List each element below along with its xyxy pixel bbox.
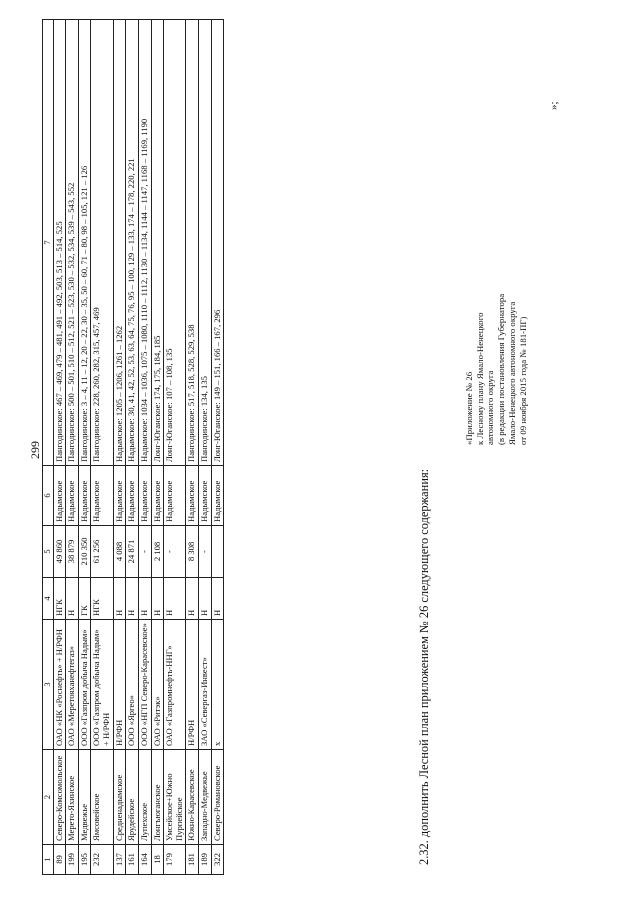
- table-cell: -: [164, 526, 186, 578]
- table-cell: Надымское: 1205 – 1206, 1261 – 1262: [113, 20, 126, 466]
- table-cell: 322: [211, 845, 224, 875]
- table-cell: Пангодинское: 517, 518, 528, 529, 538: [186, 20, 199, 466]
- table-cell: Медвежье: [78, 750, 91, 845]
- table-cell: Надымское: [113, 466, 126, 526]
- table-cell: Надымское: [91, 466, 113, 526]
- table-cell: 18: [151, 845, 164, 875]
- column-header: 1: [43, 845, 54, 875]
- table-cell: Мерето-Яхинское: [66, 750, 79, 845]
- table-cell: 4 088: [113, 526, 126, 578]
- table-cell: 179: [164, 845, 186, 875]
- table-cell: -: [199, 526, 212, 578]
- table-cell: Надымское: 30, 41, 42, 52, 53, 63, 64, 75, 76, 95 – 100, 129 – 133, 174 – 178, 220, 221: [126, 20, 139, 466]
- table-cell: Надымское: [138, 466, 151, 526]
- table-cell: Надымское: [53, 466, 66, 526]
- table-cell: 210 350: [78, 526, 91, 578]
- table-cell: Надымское: [78, 466, 91, 526]
- table-cell: 2 108: [151, 526, 164, 578]
- table-cell: ОАО «Меретояханефтегаз»: [66, 620, 79, 750]
- table-cell: Н/РФН: [113, 620, 126, 750]
- column-header: 4: [43, 578, 54, 620]
- table-cell: Лонг-Юганское: 107 – 108, 135: [164, 20, 186, 466]
- table-cell: ГК: [78, 578, 91, 620]
- table-cell: Пангодинское: 3 – 4, 11 – 12, 20 – 22, 30 – 35, 50 – 60, 71 – 80, 98 – 105, 121 – 126: [78, 20, 91, 466]
- table-cell: 161: [126, 845, 139, 875]
- table-row: [186, 20, 199, 875]
- table-cell: Надымское: [211, 466, 224, 526]
- appendix-line: автономного округа: [485, 370, 496, 445]
- table-cell: Надымское: [126, 466, 139, 526]
- table-row: [113, 20, 126, 875]
- table-cell: 8 308: [186, 526, 199, 578]
- deposits-table: [42, 19, 224, 875]
- appendix-heading: [464, 205, 528, 445]
- table-cell: НГК: [91, 578, 113, 620]
- table-cell: 181: [186, 845, 199, 875]
- column-header: 3: [43, 620, 54, 750]
- table-cell: Н: [66, 578, 79, 620]
- table-cell: Н: [211, 578, 224, 620]
- table-cell: Н: [126, 578, 139, 620]
- page-number: 299: [28, 441, 42, 459]
- table-cell: 195: [78, 845, 91, 875]
- appendix-line: (в редакции постановления Губернатора: [496, 293, 507, 445]
- table-cell: Н: [138, 578, 151, 620]
- table-row: [53, 20, 66, 875]
- table-cell: Средненадымское: [113, 750, 126, 845]
- table-row: [138, 20, 151, 875]
- table-cell: 164: [138, 845, 151, 875]
- table-cell: ООО «Яргео»: [126, 620, 139, 750]
- table-row: [91, 20, 113, 875]
- table-cell: 89: [53, 845, 66, 875]
- table-cell: ОАО «Ритэк»: [151, 620, 164, 750]
- table-cell: 137: [113, 845, 126, 875]
- table-cell: ООО «НГП Северо-Карасевское»: [138, 620, 151, 750]
- table-cell: Лонгъюганское: [151, 750, 164, 845]
- table-cell: НГК: [53, 578, 66, 620]
- column-header: 6: [43, 466, 54, 526]
- table-cell: Западно-Медвежье: [199, 750, 212, 845]
- table-cell: Н: [186, 578, 199, 620]
- table-cell: 38 879: [66, 526, 79, 578]
- table-cell: ООО «Газпром добыча Надым» + Н/РФН: [91, 620, 113, 750]
- table-row: [151, 20, 164, 875]
- table-cell: Ярудейское: [126, 750, 139, 845]
- table-cell: Южно-Карасевское: [186, 750, 199, 845]
- appendix-line: к Лесному плану Ямало-Ненецкого: [474, 312, 485, 445]
- table-cell: Н: [113, 578, 126, 620]
- table-cell: Умсейское+Южно Пурпейское: [164, 750, 186, 845]
- table-cell: Северо-Комсомольское: [53, 750, 66, 845]
- table-cell: -: [138, 526, 151, 578]
- table-cell: Надымское: [164, 466, 186, 526]
- column-header: 5: [43, 526, 54, 578]
- table-cell: 189: [199, 845, 212, 875]
- column-header: 7: [43, 20, 54, 466]
- table-cell: Н/РФН: [186, 620, 199, 750]
- table-cell: Надымское: [199, 466, 212, 526]
- table-cell: Северо-Романовское: [211, 750, 224, 845]
- table-cell: Лупехское: [138, 750, 151, 845]
- table-header-row: [43, 20, 54, 875]
- table-cell: 24 871: [126, 526, 139, 578]
- closing-quote: »;: [548, 101, 560, 110]
- table-cell: Надымское: 1034 – 1036, 1075 – 1080, 1110 – 1112, 1130 – 1134, 1144 – 1147, 1168 – 1169, 1190: [138, 20, 151, 466]
- table-cell: [211, 526, 224, 578]
- table-cell: Н: [199, 578, 212, 620]
- table-cell: ОАО «Газпромнефть-ННГ»: [164, 620, 186, 750]
- table-cell: ОАО «НК «Роснефть» + Н/РФН: [53, 620, 66, 750]
- table-cell: Надымское: [151, 466, 164, 526]
- table-row: [211, 20, 224, 875]
- table-row: [126, 20, 139, 875]
- table-cell: ЗАО «Севергаз-Инвест»: [199, 620, 212, 750]
- table-cell: Ямсовейское: [91, 750, 113, 845]
- table-cell: Лонг-Юганское: 174, 175, 184, 185: [151, 20, 164, 466]
- table-cell: Лонг-Юганское: 149 – 151, 166 – 167, 296: [211, 20, 224, 466]
- table-cell: Н: [151, 578, 164, 620]
- table-cell: Пангодинское: 134, 135: [199, 20, 212, 466]
- table-cell: 199: [66, 845, 79, 875]
- table-cell: Н: [164, 578, 186, 620]
- appendix-line: Ямало-Ненецкого автономного округа: [506, 301, 517, 445]
- table-cell: Надымское: [186, 466, 199, 526]
- table-cell: Пангодинское: 500 – 501, 510 – 512, 521 – 523, 530 – 532, 534, 539 – 543, 552: [66, 20, 79, 466]
- table-row: [199, 20, 212, 875]
- table-cell: 232: [91, 845, 113, 875]
- table-row: [164, 20, 186, 875]
- table-cell: х: [211, 620, 224, 750]
- table-cell: 61 256: [91, 526, 113, 578]
- table-row: [66, 20, 79, 875]
- table-row: [78, 20, 91, 875]
- table-cell: Надымское: [66, 466, 79, 526]
- appendix-line: от 09 ноября 2015 года № 181-ПГ): [517, 316, 528, 445]
- table-cell: Пангодинское: 467 – 469, 479 – 481, 491 – 492, 503, 513 – 514, 525: [53, 20, 66, 466]
- instruction-text: 2.32. дополнить Лесной план приложением № 26 следующего содержания:: [417, 468, 431, 865]
- table-cell: Пангодинское: 228, 260, 282, 315, 457, 469: [91, 20, 113, 466]
- table-cell: ООО «Газпром добыча Надым»: [78, 620, 91, 750]
- column-header: 2: [43, 750, 54, 845]
- table-cell: 49 860: [53, 526, 66, 578]
- appendix-line: «Приложение № 26: [464, 371, 474, 445]
